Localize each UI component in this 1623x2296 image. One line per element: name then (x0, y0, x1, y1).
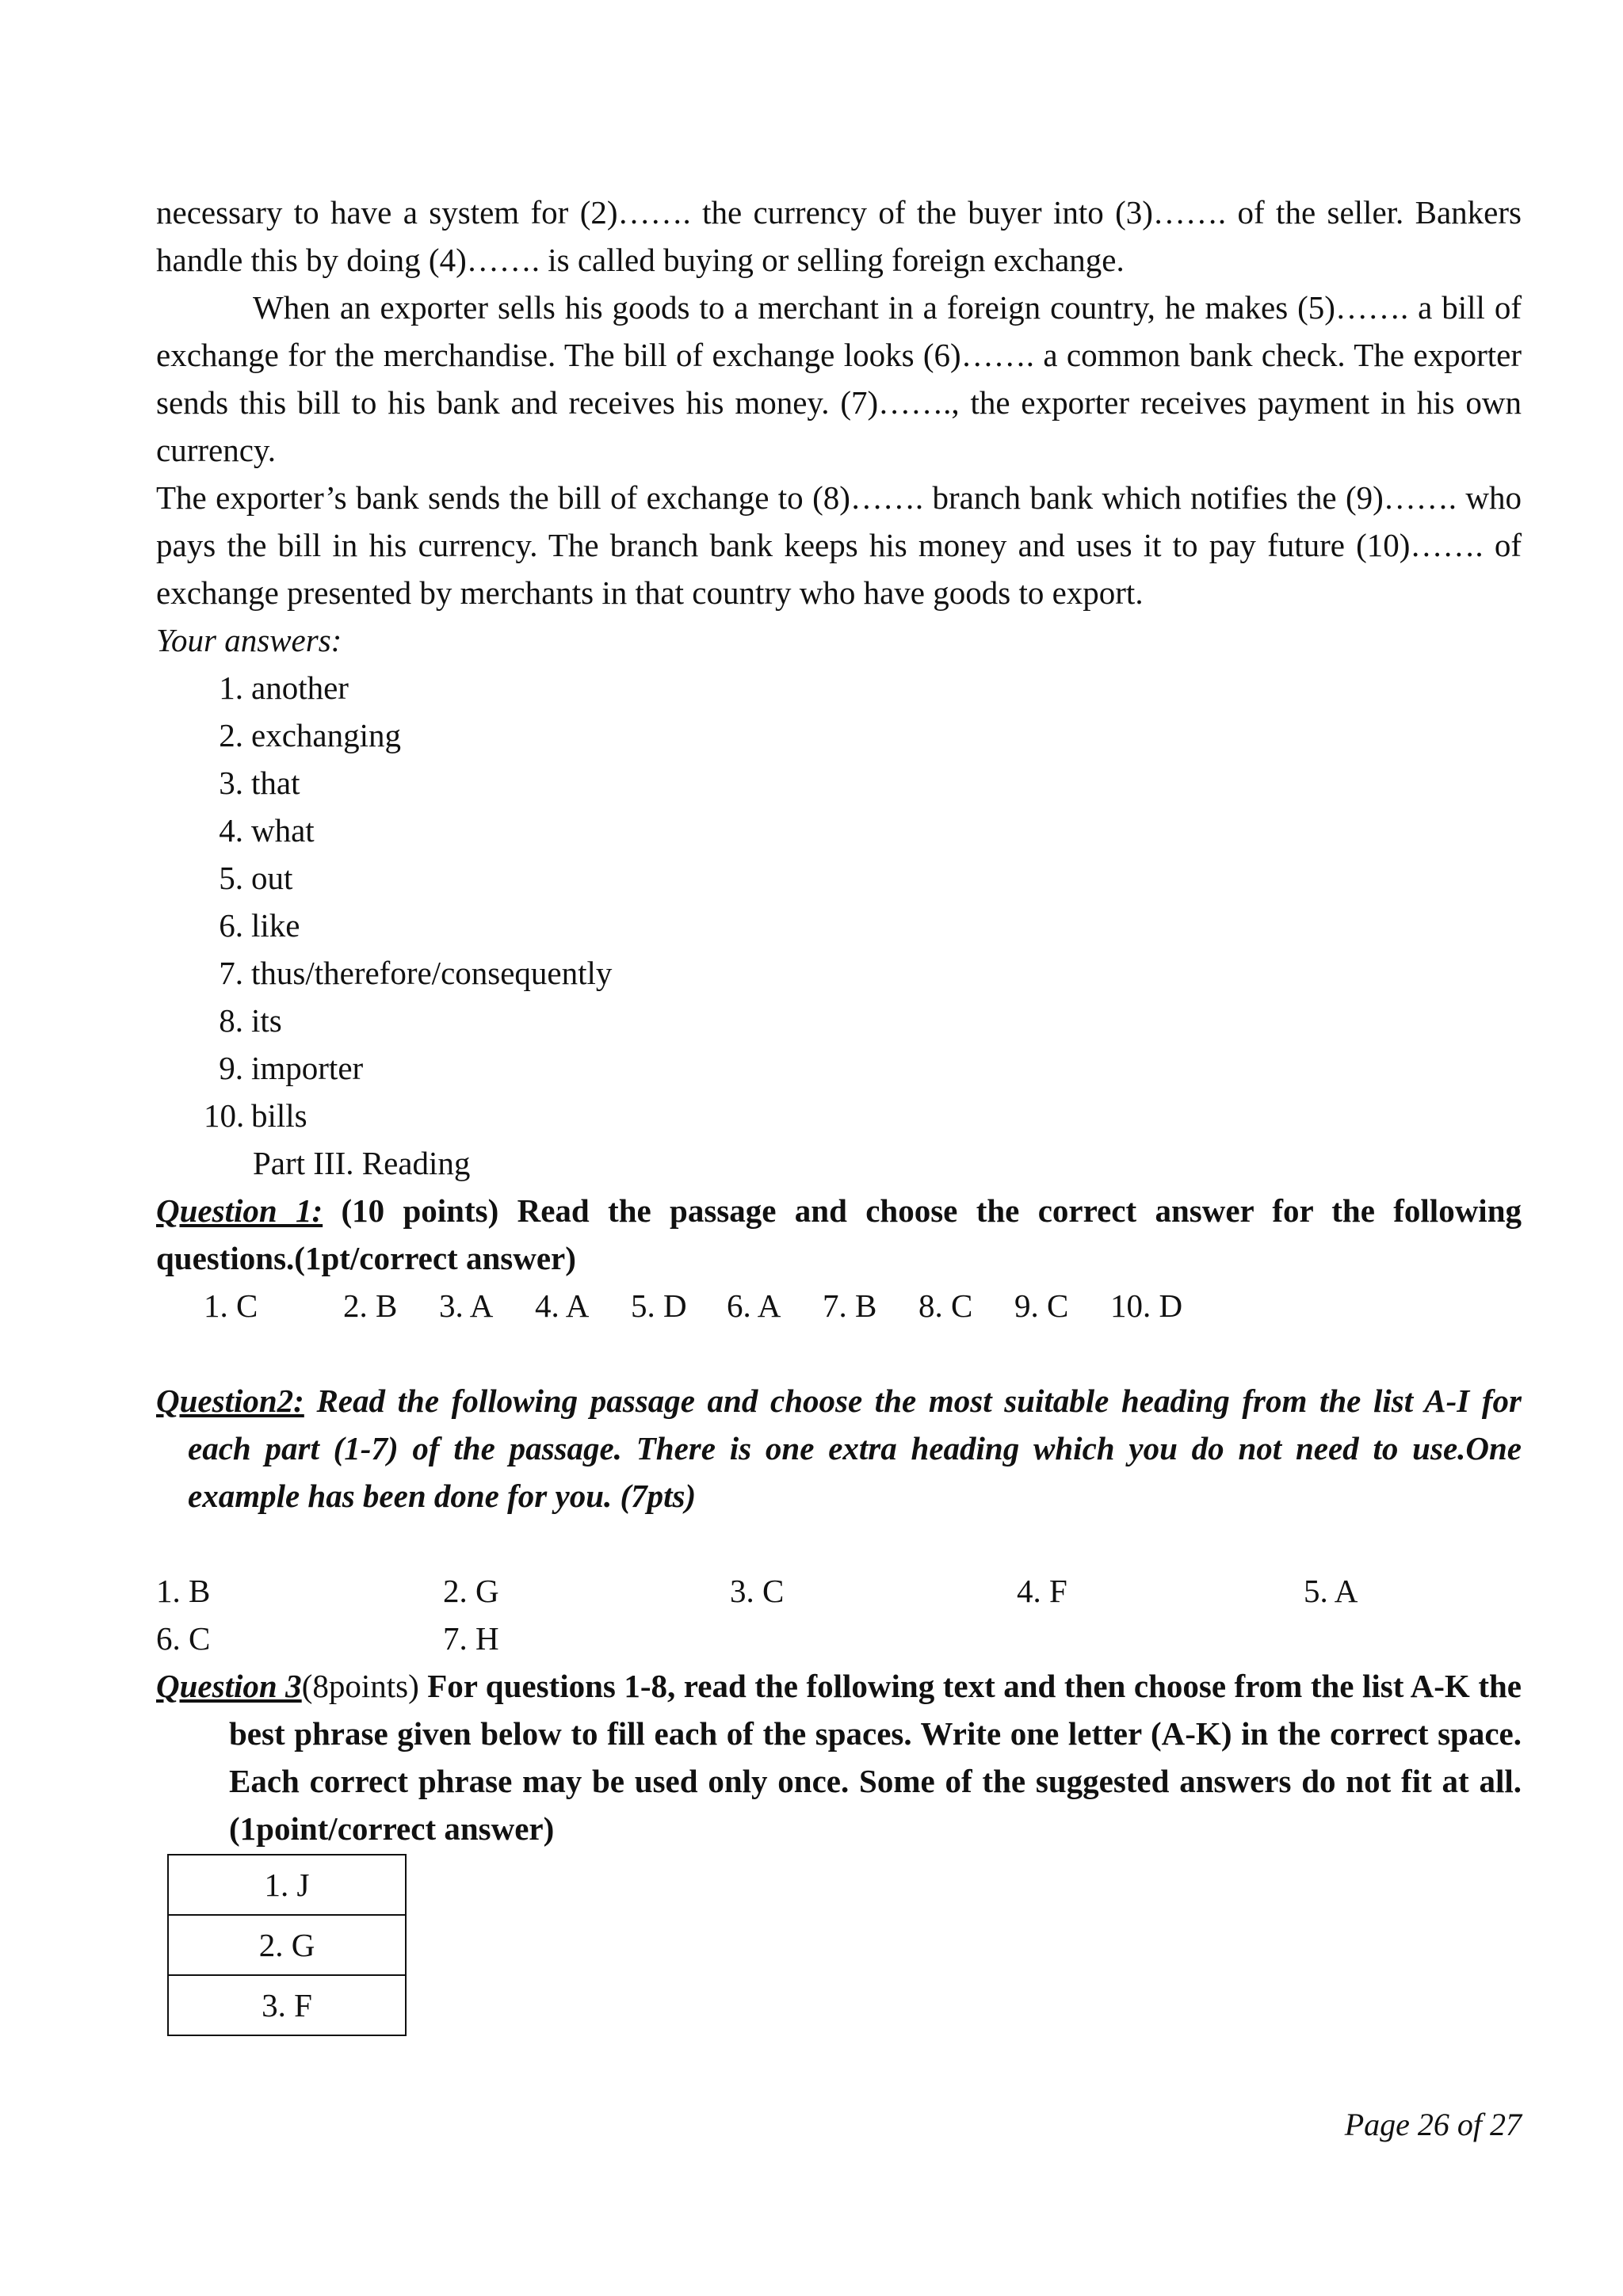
passage-paragraph-2: When an exporter sells his goods to a merchant in a foreign country, he makes (5)……. a bill of exchange for the merchandise. The bill of exchange looks (6)……. a common bank check. The exporter sends this bill to his bank and receives his money. (7)……., the exporter receives payment in his own currency. (156, 289, 1522, 468)
question-3-label: Question 3 (156, 1668, 302, 1704)
list-item (204, 711, 1522, 759)
q1-answer: 4. A (535, 1287, 590, 1324)
question-1 (156, 1187, 1522, 1282)
table-cell: 1. J (168, 1855, 406, 1915)
list-item (204, 902, 1522, 949)
answer-number: 1. (219, 669, 243, 706)
page-content (156, 189, 1522, 2036)
answer-number: 7. (219, 955, 243, 991)
q1-answer: 10. D (1110, 1287, 1183, 1324)
list-item (204, 854, 1522, 902)
question-3-points: (8points) (301, 1668, 419, 1704)
list-item (204, 759, 1522, 807)
question-1-label: Question 1: (156, 1192, 323, 1229)
part-three-title: Part III. Reading (253, 1145, 471, 1181)
question-2-text: Read the following passage and choose the most suitable heading from the list A-I for each part (1-7) of the passage. There is one extra heading which you do not need to use.One example has been done for you. (7pts) (188, 1383, 1522, 1514)
answer-number: 3. (219, 765, 243, 801)
answer-text: what (251, 812, 315, 849)
table-row (168, 1855, 406, 1915)
answer-number: 9. (219, 1050, 243, 1086)
answer-number: 10. (204, 1097, 245, 1134)
table-row (168, 1915, 406, 1975)
passage-paragraph-3: The exporter’s bank sends the bill of exchange to (8)……. branch bank which notifies the (9)……. who pays the bill in his currency. The branch bank keeps his money and uses it to pay future (10)……. of exchange presented by merchants in that country who have goods to export. (156, 479, 1522, 611)
q1-answer: 1. C (204, 1287, 258, 1324)
q2-answer: 2. G (443, 1573, 499, 1609)
answer-number: 4. (219, 812, 243, 849)
q2-answer: 4. F (1017, 1573, 1067, 1609)
question-2 (156, 1377, 1522, 1520)
answer-list (156, 664, 1522, 1139)
question-3 (156, 1662, 1522, 1852)
question-2-answers (156, 1567, 1522, 1662)
q1-answer: 7. B (823, 1287, 877, 1324)
answer-text: importer (251, 1050, 364, 1086)
list-item (204, 997, 1522, 1044)
answer-number: 2. (219, 717, 243, 753)
question-1-answers (204, 1282, 1522, 1329)
list-item (204, 949, 1522, 997)
q1-answer: 2. B (343, 1287, 398, 1324)
q2-answer: 3. C (730, 1573, 785, 1609)
table-cell: 2. G (168, 1915, 406, 1975)
list-item (204, 807, 1522, 854)
answer-text: out (251, 860, 293, 896)
spacer (156, 1329, 1522, 1377)
answer-text: thus/therefore/consequently (251, 955, 613, 991)
list-item (204, 1092, 1522, 1139)
q2-answer: 6. C (156, 1620, 211, 1657)
passage-paragraph-1: necessary to have a system for (2)……. the currency of the buyer into (3)……. of the seller. Bankers handle this by doing (4)……. is called buying or selling foreign exchange. (156, 194, 1522, 278)
q1-answer: 5. D (631, 1287, 687, 1324)
answer-text: like (251, 907, 300, 944)
q1-answer: 6. A (727, 1287, 781, 1324)
answer-text: its (251, 1002, 282, 1039)
page-footer: Page 26 of 27 (1344, 2107, 1522, 2142)
your-answers-label: Your answers: (156, 622, 342, 658)
q1-answer: 3. A (439, 1287, 494, 1324)
q2-answer: 1. B (156, 1573, 211, 1609)
list-item (204, 1044, 1522, 1092)
question-2-label: Question2: (156, 1383, 304, 1419)
q1-answer: 8. C (918, 1287, 973, 1324)
question-3-text: For questions 1-8, read the following text and then choose from the list A-K the best phrase given below to fill each of the spaces. Write one letter (A-K) in the correct space. Each correct phrase may be used only once. Some of the suggested answers do not fit at all. (1point/correct answer) (229, 1668, 1522, 1847)
table-row (168, 1975, 406, 2035)
answer-number: 6. (219, 907, 243, 944)
question-3-answer-table (167, 1854, 407, 2036)
list-item (204, 664, 1522, 711)
spacer (156, 1520, 1522, 1567)
table-cell: 3. F (168, 1975, 406, 2035)
answer-text: bills (251, 1097, 307, 1134)
q1-answer: 9. C (1014, 1287, 1069, 1324)
answer-text: another (251, 669, 349, 706)
answer-number: 8. (219, 1002, 243, 1039)
q2-answer: 7. H (443, 1620, 499, 1657)
answer-text: that (251, 765, 300, 801)
question-1-text: (10 points) Read the passage and choose the correct answer for the following questions.(1pt/correct answer) (156, 1192, 1522, 1276)
answer-number: 5. (219, 860, 243, 896)
q2-answer: 5. A (1304, 1573, 1358, 1609)
answer-text: exchanging (251, 717, 401, 753)
